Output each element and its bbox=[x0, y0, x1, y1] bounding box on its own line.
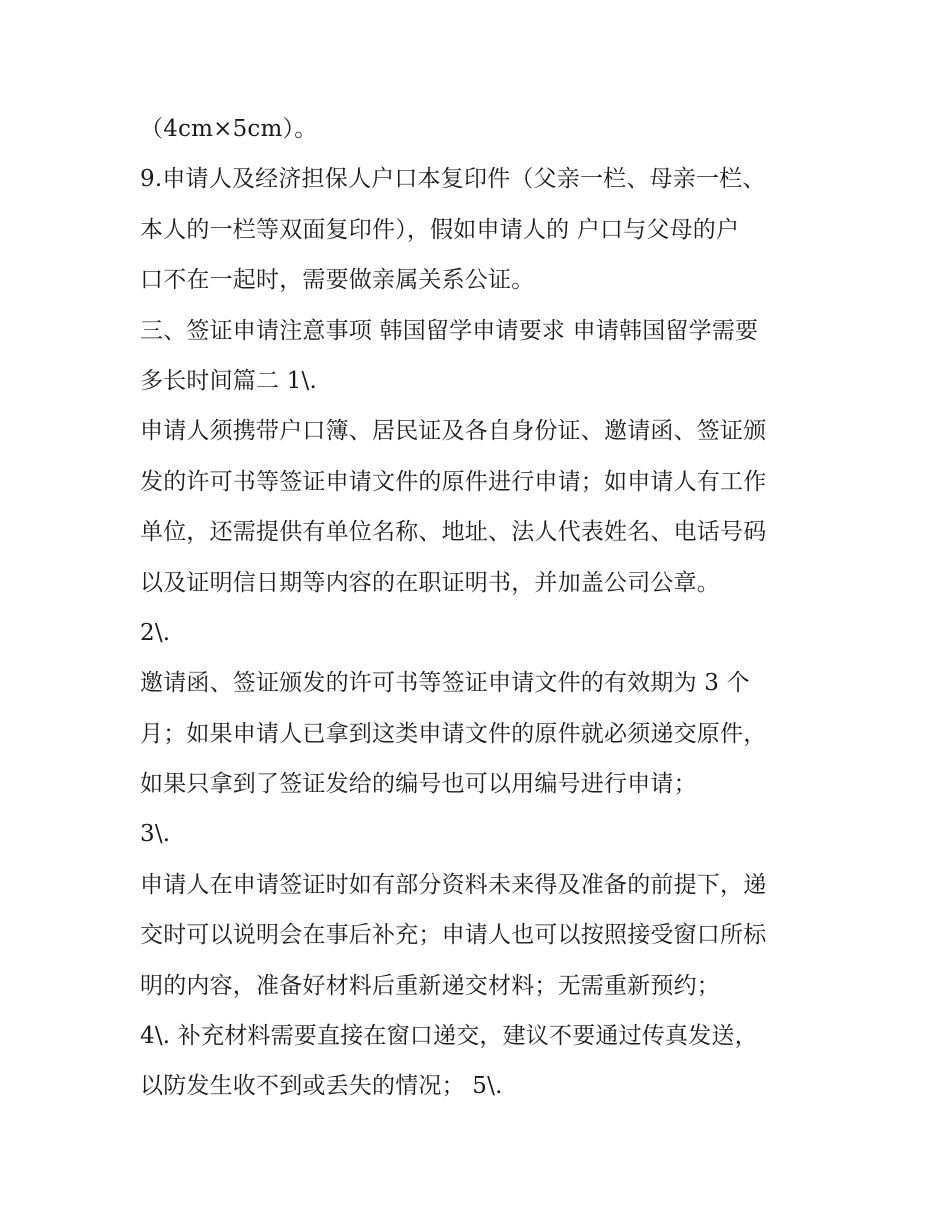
text-line: 本人的一栏等双面复印件），假如申请人的 户口与父母的户 bbox=[140, 216, 740, 243]
text-line: 4\. 补充材料需要直接在窗口递交，建议不要通过传真发送， bbox=[140, 1023, 758, 1050]
text-line: 以及证明信日期等内容的在职证明书，并加盖公司公章。 bbox=[140, 569, 720, 596]
text-line: 交时可以说明会在事后补充；申请人也可以按照接受窗口所标 bbox=[140, 922, 767, 949]
text-line: 申请人须携带户口簿、居民证及各自身份证、邀请函、签证颁 bbox=[140, 418, 767, 445]
text-line: 单位，还需提供有单位名称、地址、法人代表姓名、电话号码 bbox=[140, 519, 767, 546]
text-line: 9.申请人及经济担保人户口本复印件（父亲一栏、母亲一栏、 bbox=[140, 166, 766, 193]
text-line: 三、签证申请注意事项 韩国留学申请要求 申请韩国留学需要 bbox=[140, 317, 759, 344]
text-line: 3\. bbox=[140, 821, 171, 848]
text-line: 申请人在申请签证时如有部分资料未来得及准备的前提下，递 bbox=[140, 871, 767, 898]
text-line: 以防发生收不到或丢失的情况； 5\. bbox=[140, 1073, 503, 1100]
text-line: 发的许可书等签证申请文件的原件进行申请；如申请人有工作 bbox=[140, 468, 767, 495]
text-line: 月；如果申请人已拿到这类申请文件的原件就必须递交原件， bbox=[140, 720, 767, 747]
text-line: 如果只拿到了签证发给的编号也可以用编号进行申请； bbox=[140, 771, 697, 798]
text-line: （4cm×5cm）。 bbox=[140, 116, 318, 142]
document-body bbox=[140, 104, 820, 1112]
text-line: 明的内容，准备好材料后重新递交材料；无需重新预约； bbox=[140, 972, 720, 999]
text-line: 2\. bbox=[140, 619, 171, 646]
text-line: 口不在一起时，需要做亲属关系公证。 bbox=[140, 267, 535, 294]
text-line: 邀请函、签证颁发的许可书等签证申请文件的有效期为 3 个 bbox=[140, 670, 750, 697]
text-line: 多长时间篇二 1\. bbox=[140, 367, 318, 394]
